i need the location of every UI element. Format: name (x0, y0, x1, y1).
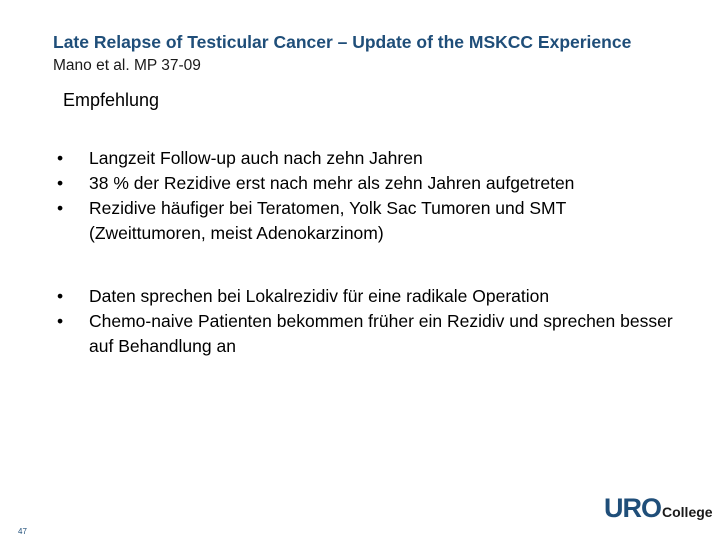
bullet-dot: • (57, 311, 64, 331)
logo-college-text: College (662, 504, 713, 520)
bullet-item (57, 284, 687, 309)
title-main: Late Relapse of Testicular Cancer – Update of the MSKCC Experience (53, 32, 632, 52)
bullet-text: Chemo-naive Patienten bekommen früher ein Rezidiv und sprechen besser auf Behandlung an (89, 311, 673, 356)
bullet-dot: • (57, 173, 64, 193)
bullet-item (57, 309, 687, 359)
bullet-list-2 (57, 284, 687, 359)
bullet-text: Langzeit Follow-up auch nach zehn Jahren (89, 148, 423, 168)
bullet-dot: • (57, 286, 64, 306)
urocollege-logo (604, 493, 720, 523)
bullet-text: Daten sprechen bei Lokalrezidiv für eine radikale Operation (89, 286, 550, 306)
title-citation: Mano et al. MP 37-09 (53, 57, 201, 74)
bullet-dot: • (57, 198, 64, 218)
slide-title (53, 31, 653, 77)
bullet-item (57, 196, 687, 246)
bullet-dot: • (57, 148, 64, 168)
slide-subtitle: Empfehlung (63, 90, 160, 110)
bullet-item (57, 146, 687, 171)
bullet-item (57, 171, 687, 196)
logo-uro-text: URO (604, 493, 661, 523)
bullet-list-1 (57, 146, 687, 246)
page-number: 47 (18, 527, 27, 536)
bullet-text: Rezidive häufiger bei Teratomen, Yolk Sac Tumoren und SMT (Zweittumoren, meist Adenokarzinom) (89, 198, 566, 243)
bullet-text: 38 % der Rezidive erst nach mehr als zehn Jahren aufgetreten (89, 173, 575, 193)
